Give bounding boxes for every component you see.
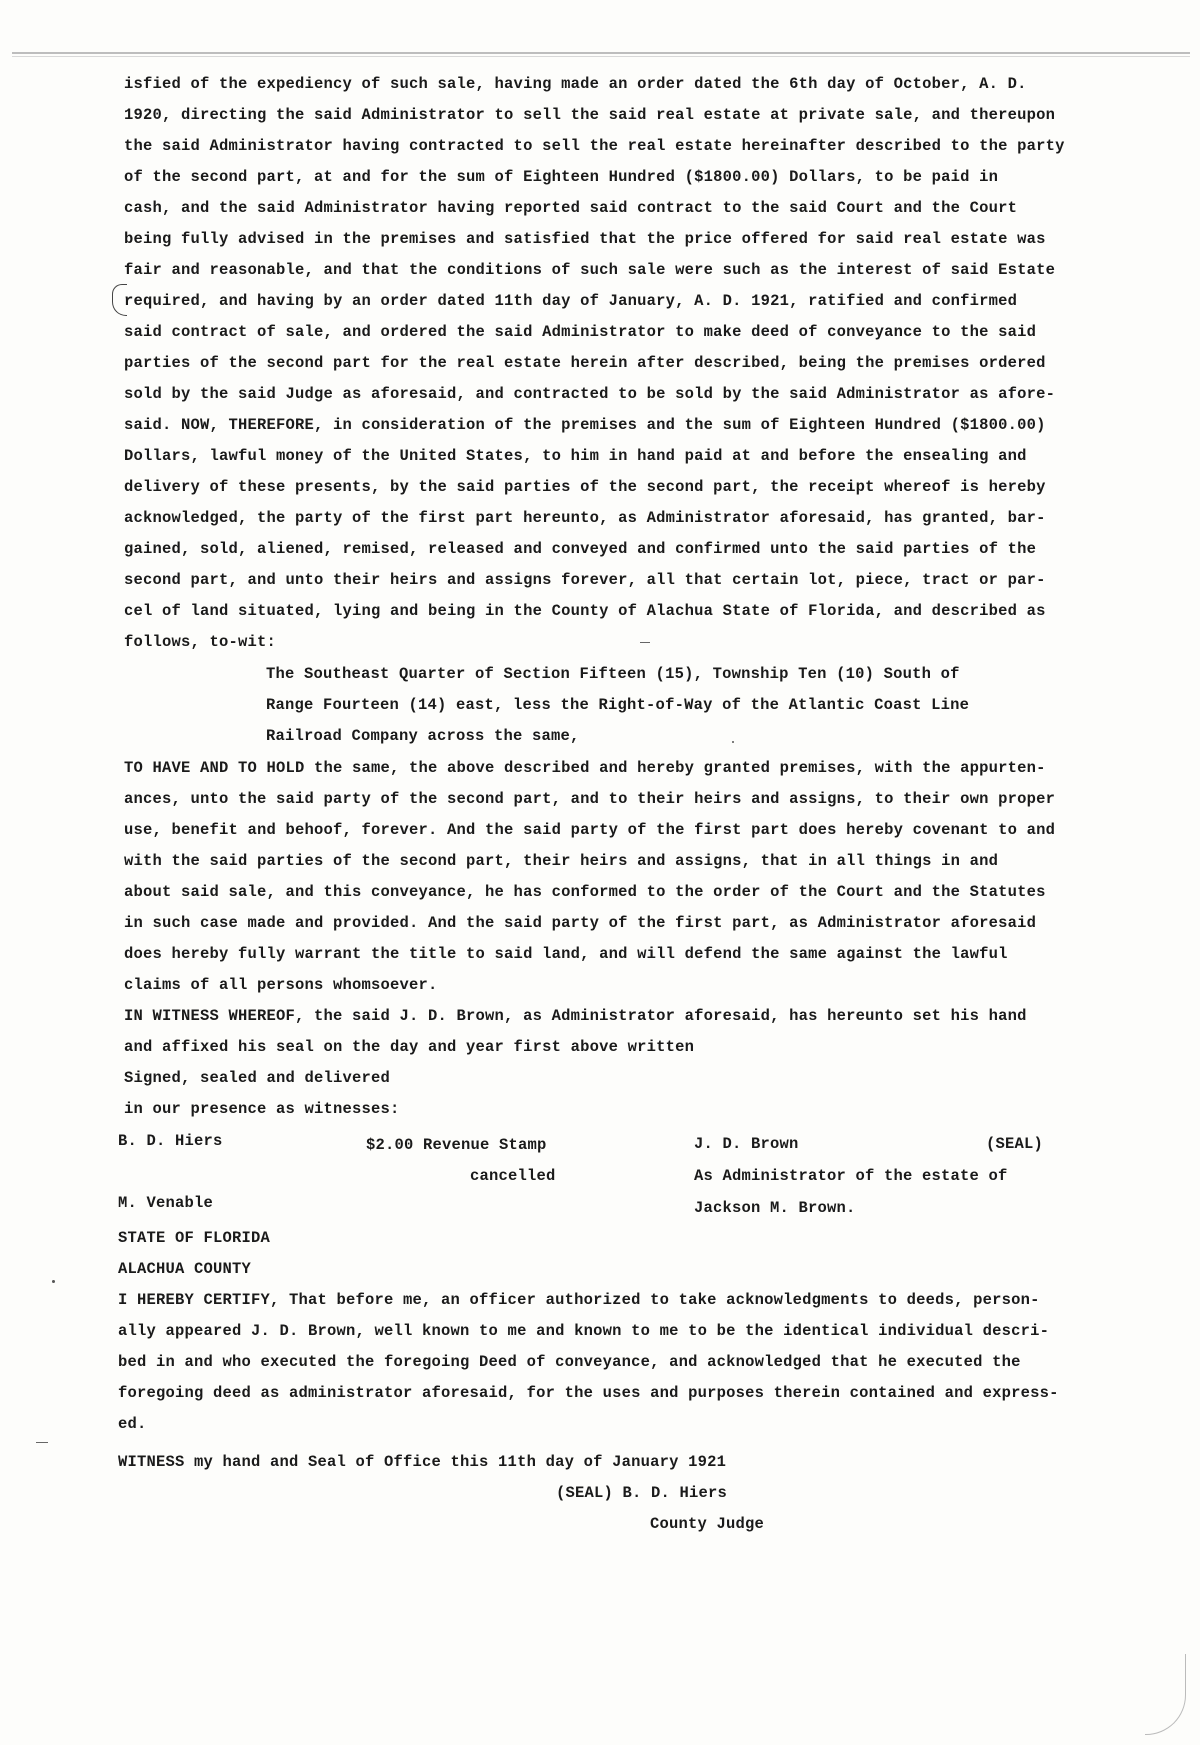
habendum-line: does hereby fully warrant the title to said land, and will defend the same against the lawful [124, 945, 1008, 963]
witness-2-name: M. Venable [118, 1194, 214, 1212]
revenue-stamp-label: $2.00 Revenue Stamp [366, 1136, 547, 1154]
attestation-line: in our presence as witnesses: [124, 1100, 400, 1118]
body-line: sold by the said Judge as aforesaid, and contracted to be sold by the said Administrator as afore- [124, 385, 1056, 403]
body-line: isfied of the expediency of such sale, having made an order dated the 6th day of October, A. D. [124, 75, 1027, 93]
body-line: follows, to-wit: [124, 633, 277, 651]
body-line: cash, and the said Administrator having reported said contract to the said Court and the Court [124, 199, 1018, 217]
venue-county: ALACHUA COUNTY [118, 1260, 252, 1278]
scan-speck [732, 741, 734, 743]
body-line: of the second part, at and for the sum of Eighteen Hundred ($1800.00) Dollars, to be paid in [124, 168, 999, 186]
property-description-line: The Southeast Quarter of Section Fifteen (15), Township Ten (10) South of [266, 665, 960, 683]
scan-dash-mark [640, 642, 650, 643]
body-line: acknowledged, the party of the first part hereunto, as Administrator aforesaid, has granted, bar- [124, 509, 1046, 527]
grantor-name: J. D. Brown [694, 1135, 799, 1153]
property-description-line: Railroad Company across the same, [266, 727, 580, 745]
body-line: the said Administrator having contracted to sell the real estate hereinafter described to the party [124, 137, 1065, 155]
body-line: parties of the second part for the real estate herein after described, being the premises ordered [124, 354, 1046, 372]
estate-name: Jackson M. Brown. [694, 1199, 856, 1217]
habendum-line: claims of all persons whomsoever. [124, 976, 438, 994]
scan-speck [52, 1280, 55, 1283]
page-corner-curl [1145, 1654, 1186, 1735]
body-line: said contract of sale, and ordered the said Administrator to make deed of conveyance to the said [124, 323, 1037, 341]
acknowledgment-line: ally appeared J. D. Brown, well known to me and known to me to be the identical individual descri- [118, 1322, 1050, 1340]
body-line: cel of land situated, lying and being in the County of Alachua State of Florida, and described as [124, 602, 1046, 620]
attestation-line: Signed, sealed and delivered [124, 1069, 391, 1087]
acknowledgment-line: foregoing deed as administrator aforesaid, for the uses and purposes therein contained and express- [118, 1384, 1059, 1402]
body-line: gained, sold, aliened, remised, released and conveyed and confirmed unto the said parties of the [124, 540, 1037, 558]
body-line: second part, and unto their heirs and assigns forever, all that certain lot, piece, tract or par- [124, 571, 1046, 589]
judge-signature: (SEAL) B. D. Hiers [556, 1484, 728, 1502]
body-line: being fully advised in the premises and satisfied that the price offered for said real estate was [124, 230, 1046, 248]
body-line: Dollars, lawful money of the United States, to him in hand paid at and before the ensealing and [124, 447, 1027, 465]
grantor-title: As Administrator of the estate of [694, 1167, 1008, 1185]
habendum-line: with the said parties of the second part, their heirs and assigns, that in all things in and [124, 852, 999, 870]
grantor-seal: (SEAL) [986, 1135, 1044, 1153]
notary-witness-line: WITNESS my hand and Seal of Office this 11th day of January 1921 [118, 1453, 727, 1471]
body-line: delivery of these presents, by the said parties of the second part, the receipt whereof is hereby [124, 478, 1046, 496]
habendum-line: use, benefit and behoof, forever. And the said party of the first part does hereby covenant to and [124, 821, 1056, 839]
witness-1-name: B. D. Hiers [118, 1132, 223, 1150]
body-line: said. NOW, THEREFORE, in consideration of the premises and the sum of Eighteen Hundred ($1800.00) [124, 416, 1046, 434]
property-description-line: Range Fourteen (14) east, less the Right-of-Way of the Atlantic Coast Line [266, 696, 970, 714]
habendum-line: TO HAVE AND TO HOLD the same, the above described and hereby granted premises, with the appurten- [124, 759, 1046, 777]
scan-dash-mark [36, 1442, 48, 1443]
top-rule-secondary [12, 56, 1190, 57]
venue-state: STATE OF FLORIDA [118, 1229, 271, 1247]
habendum-line: in such case made and provided. And the said party of the first part, as Administrator aforesaid [124, 914, 1037, 932]
acknowledgment-line: bed in and who executed the foregoing Deed of conveyance, and acknowledged that he executed the [118, 1353, 1021, 1371]
top-rule [12, 52, 1190, 54]
revenue-stamp-status: cancelled [470, 1167, 556, 1185]
acknowledgment-line: ed. [118, 1415, 147, 1433]
habendum-line: ances, unto the said party of the second part, and to their heirs and assigns, to their own proper [124, 790, 1056, 808]
body-line: required, and having by an order dated 11th day of January, A. D. 1921, ratified and confirmed [124, 292, 1018, 310]
testimonium-line: and affixed his seal on the day and year first above written [124, 1038, 695, 1056]
judge-title: County Judge [650, 1515, 765, 1533]
testimonium-line: IN WITNESS WHEREOF, the said J. D. Brown, as Administrator aforesaid, has hereunto set his hand [124, 1007, 1027, 1025]
body-line: fair and reasonable, and that the conditions of such sale were such as the interest of said Estate [124, 261, 1056, 279]
habendum-line: about said sale, and this conveyance, he has conformed to the order of the Court and the Statutes [124, 883, 1046, 901]
acknowledgment-line: I HEREBY CERTIFY, That before me, an officer authorized to take acknowledgments to deeds, person- [118, 1291, 1040, 1309]
body-line: 1920, directing the said Administrator to sell the said real estate at private sale, and thereupon [124, 106, 1056, 124]
